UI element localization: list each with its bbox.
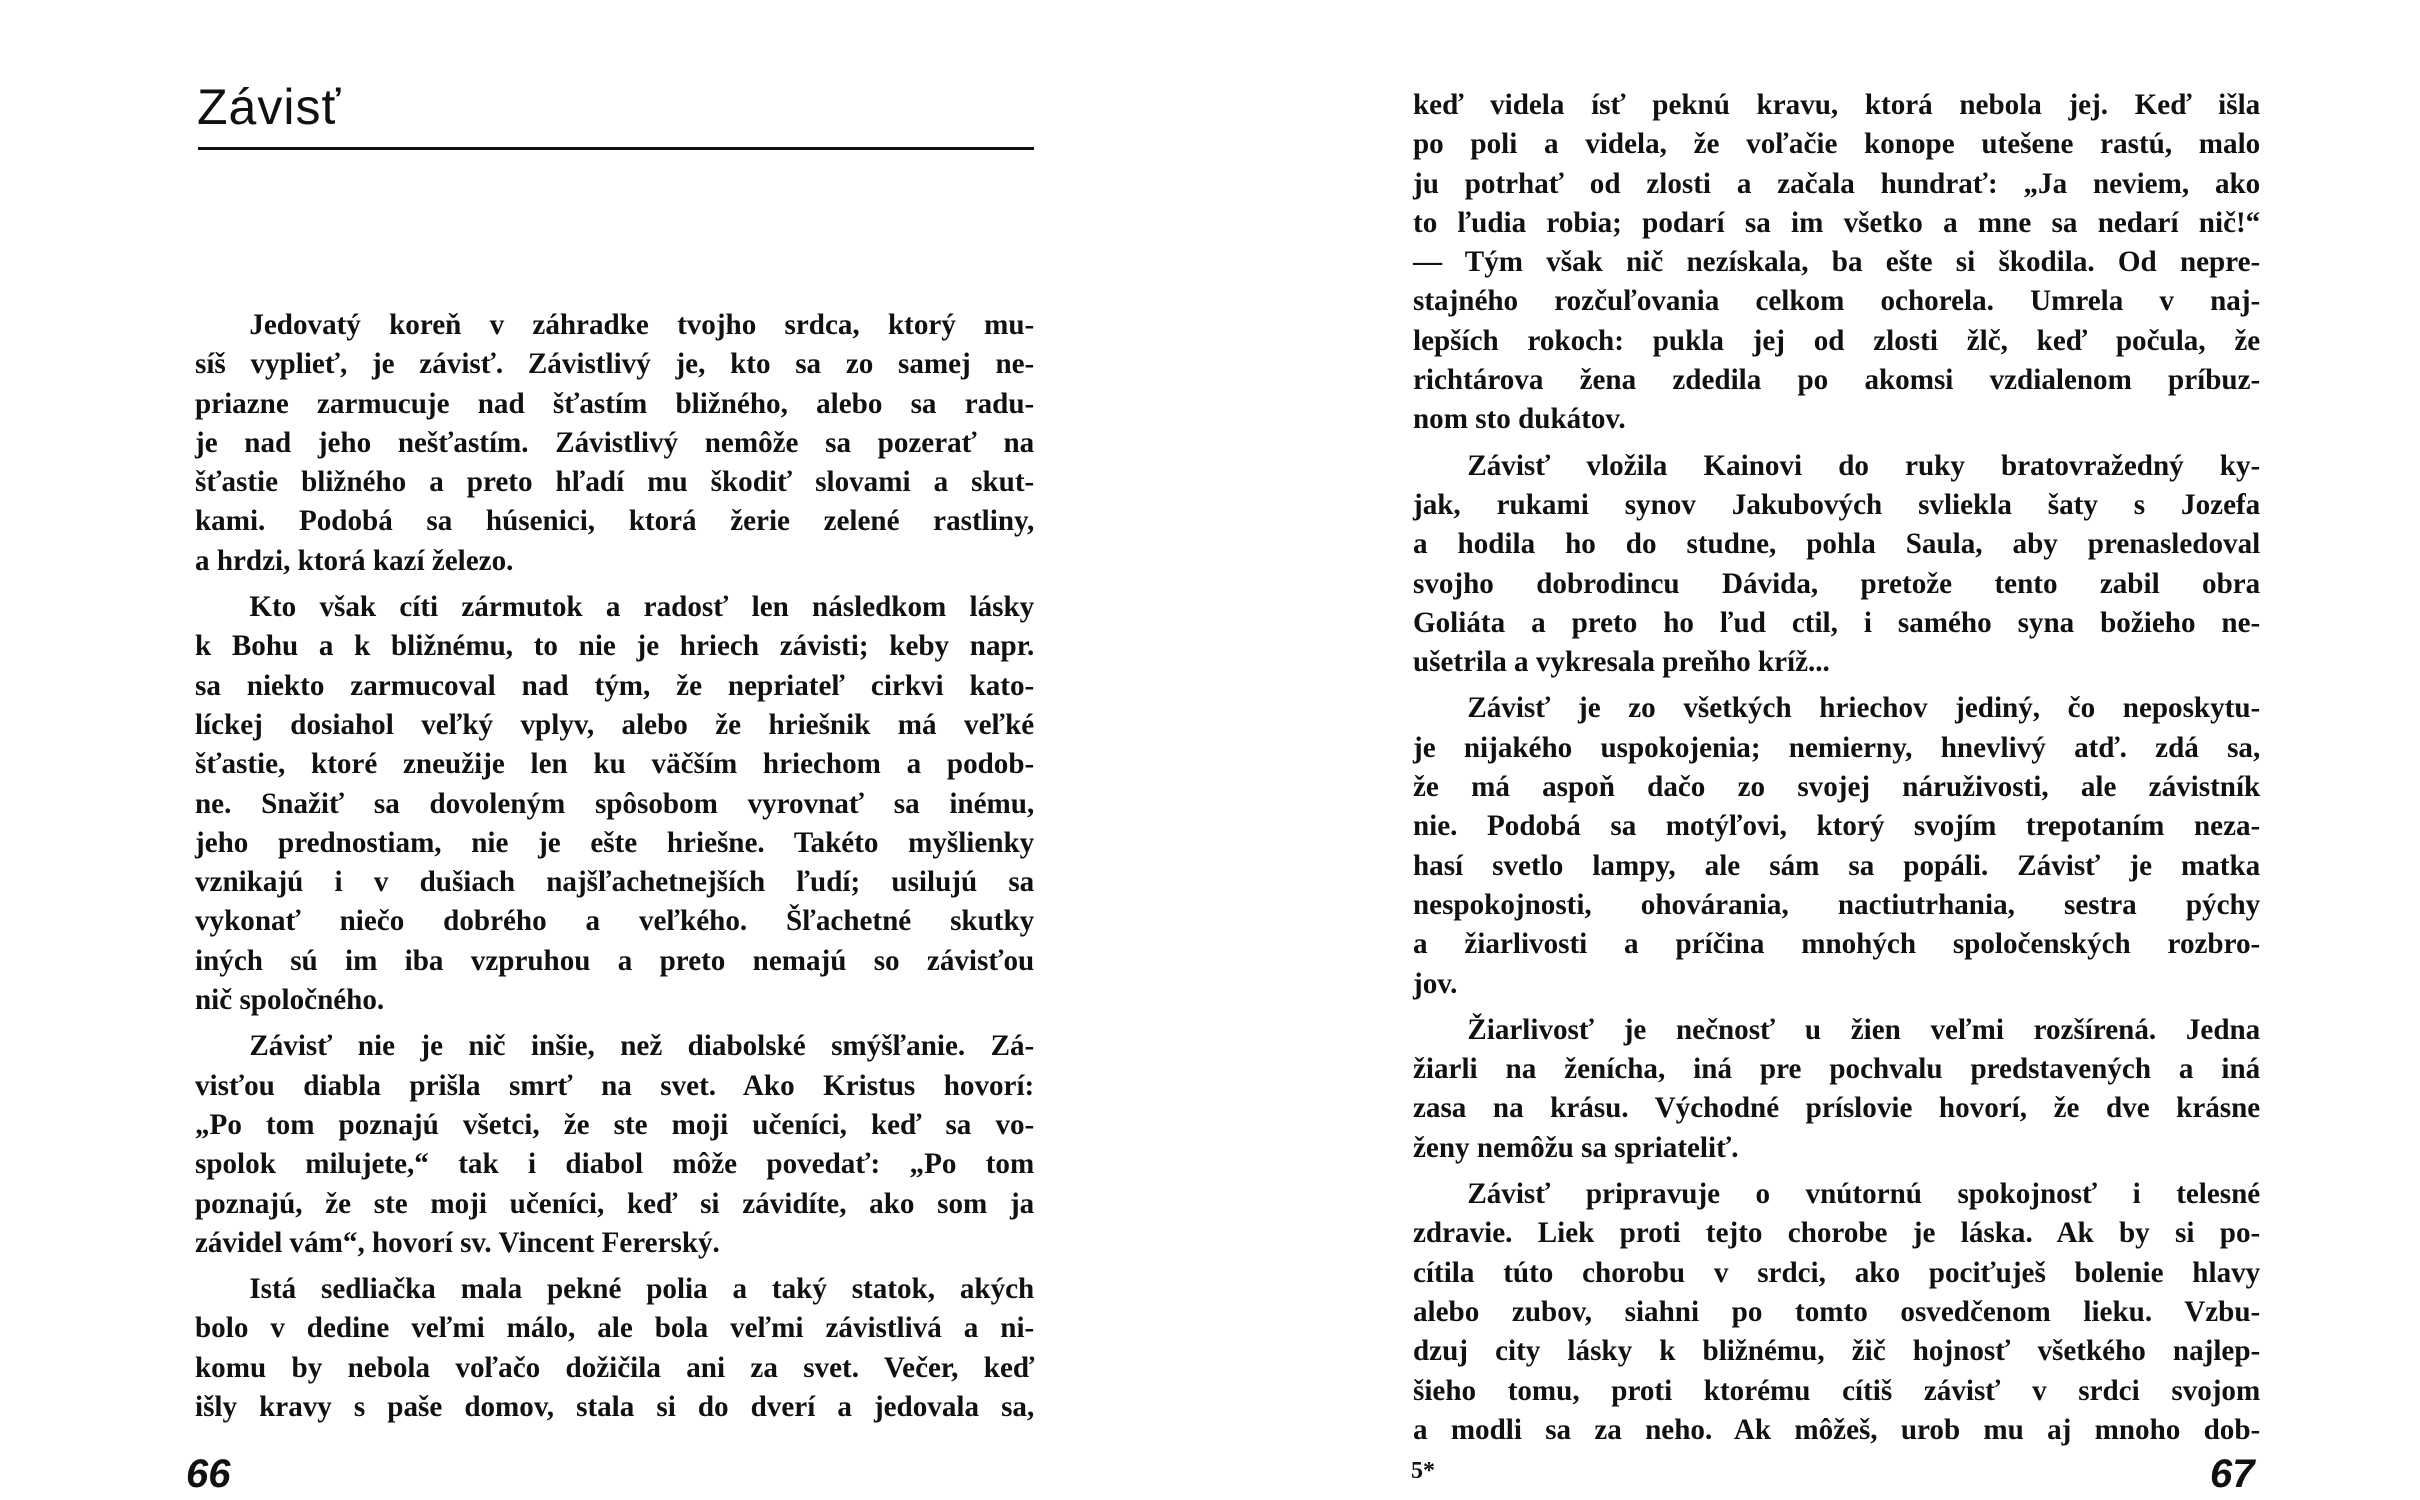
text-line: kami. Podobá sa húsenici, ktorá žerie zelené rastliny,: [195, 504, 1035, 538]
text-line: nespokojnosti, ohovárania, nactiutrhania, sestra pýchy: [1413, 887, 2261, 921]
left-page-body: [195, 305, 1035, 1433]
text-line: bolo v dedine veľmi málo, ale bola veľmi závistlivá a ni-: [195, 1311, 1035, 1345]
text-line: jak, rukami synov Jakubových svliekla šaty s Jozefa: [1413, 487, 2261, 521]
text-line: Kto však cíti zármutok a radosť len následkom lásky: [249, 590, 1035, 624]
text-line: je nijakého uspokojenia; nemierny, hnevlivý atď. zdá sa,: [1413, 730, 2261, 764]
paragraph: [1413, 1010, 2261, 1167]
text-line: — Tým však nič nezískala, ba ešte si škodila. Od nepre-: [1413, 245, 2261, 279]
text-line: k Bohu a k bližnému, to nie je hriech závisti; keby napr.: [195, 629, 1035, 663]
text-line: „Po tom poznajú všetci, že ste moji učeníci, keď sa vo-: [195, 1107, 1035, 1141]
text-line: stajného rozčuľovania celkom ochorela. Umrela v naj-: [1413, 284, 2261, 318]
text-line: poznajú, že ste moji učeníci, keď si závidíte, ako som ja: [195, 1186, 1035, 1220]
text-line: líckej dosiahol veľký vplyv, alebo že hriešnik má veľké: [195, 707, 1035, 741]
text-line: Závisť nie je nič inšie, než diabolské smýšľanie. Zá-: [249, 1029, 1035, 1063]
paragraph: [1413, 1174, 2261, 1449]
text-line: šťastie bližného a preto hľadí mu škodiť slovami a skut-: [195, 465, 1035, 499]
paragraph: [195, 305, 1035, 580]
text-line: a hodila ho do studne, pohla Saula, aby prenasledoval: [1413, 527, 2261, 561]
text-line: ušetrila a vykresala preňho kríž...: [1413, 645, 1830, 679]
paragraph: [1413, 85, 2261, 439]
signature-mark: 5*: [1411, 1458, 1435, 1484]
text-line: Goliáta a preto ho ľud ctil, i samého syna božieho ne-: [1413, 605, 2261, 639]
text-line: nič spoločného.: [195, 983, 385, 1017]
text-line: šieho tomu, proti ktorému cítiš závisť v srdci svojom: [1413, 1373, 2261, 1407]
paragraph: [1413, 446, 2261, 682]
paragraph: [1413, 688, 2261, 1002]
text-line: išly kravy s paše domov, stala si do dverí a jedovala sa,: [195, 1390, 1035, 1424]
chapter-title: Závisť: [197, 79, 342, 135]
text-line: richtárova žena zdedila po akomsi vzdialenom príbuz-: [1413, 363, 2261, 397]
text-line: žiarli na ženícha, iná pre pochvalu predstavených a iná: [1413, 1052, 2261, 1086]
text-line: cítila túto chorobu v srdci, ako pociťuješ bolenie hlavy: [1413, 1255, 2261, 1289]
page-number-left: 66: [186, 1452, 231, 1496]
text-line: závidel vám“, hovorí sv. Vincent Fererský.: [195, 1225, 720, 1259]
text-line: jeho prednostiam, nie je ešte hriešne. Takéto myšlienky: [195, 825, 1035, 859]
text-line: a hrdzi, ktorá kazí železo.: [195, 543, 514, 577]
text-line: to ľudia robia; podarí sa im všetko a mne sa nedarí nič!“: [1413, 205, 2261, 239]
text-line: keď videla ísť peknú kravu, ktorá nebola jej. Keď išla: [1413, 88, 2261, 121]
text-line: a modli sa za neho. Ak môžeš, urob mu aj mnoho dob-: [1413, 1412, 2261, 1446]
text-line: Závisť vložila Kainovi do ruky bratovražedný ky-: [1467, 448, 2261, 482]
text-line: síš vyplieť, je závisť. Závistlivý je, kto sa zo samej ne-: [195, 347, 1035, 381]
text-line: zasa na krásu. Východné príslovie hovorí, že dve krásne: [1413, 1091, 2261, 1125]
text-line: hasí svetlo lampy, ale sám sa popáli. Závisť je matka: [1413, 848, 2261, 882]
text-line: alebo zubov, siahni po tomto osvedčenom lieku. Vzbu-: [1413, 1294, 2261, 1328]
text-line: dzuj city lásky k bližnému, žič hojnosť všetkého najlep-: [1413, 1334, 2261, 1368]
text-line: jov.: [1413, 966, 1458, 1000]
text-line: visťou diabla prišla smrť na svet. Ako Kristus hovorí:: [195, 1068, 1035, 1102]
text-line: Žiarlivosť je nečnosť u žien veľmi rozšírená. Jedna: [1467, 1012, 2261, 1046]
text-line: ženy nemôžu sa spriateliť.: [1413, 1130, 1739, 1164]
paragraph: [195, 1026, 1035, 1262]
text-line: ju potrhať od zlosti a začala hundrať: „Ja neviem, ako: [1413, 166, 2261, 200]
paragraph: [195, 1269, 1035, 1426]
paragraph: [195, 587, 1035, 1019]
text-line: ne. Snažiť sa dovoleným spôsobom vyrovnať sa inému,: [195, 786, 1035, 820]
text-line: je nad jeho nešťastím. Závistlivý nemôže sa pozerať na: [195, 425, 1035, 459]
text-line: po poli a videla, že voľačie konope utešene rastú, malo: [1413, 127, 2261, 161]
text-line: priazne zarmucuje nad šťastím bližného, alebo sa radu-: [195, 386, 1035, 420]
title-underline: [198, 147, 1034, 150]
text-line: zdravie. Liek proti tejto chorobe je láska. Ak by si po-: [1413, 1216, 2261, 1250]
text-line: iných sú im iba vzpruhou a preto nemajú so závisťou: [195, 943, 1035, 977]
text-line: Istá sedliačka mala pekné polia a taký statok, akých: [249, 1272, 1035, 1306]
text-line: nom sto dukátov.: [1413, 402, 1626, 436]
text-line: spolok milujete,“ tak i diabol môže povedať: „Po tom: [195, 1147, 1035, 1181]
text-line: že má aspoň dačo zo svojej náruživosti, ale závistník: [1413, 770, 2261, 804]
text-line: lepších rokoch: pukla jej od zlosti žlč, keď počula, že: [1413, 323, 2261, 357]
text-line: svojho dobrodincu Dávida, pretože tento zabil obra: [1413, 566, 2261, 600]
right-page-body: [1413, 85, 2261, 1456]
page-number-right: 67: [2210, 1452, 2255, 1496]
text-line: vznikajú i v dušiach najšľachetnejších ľudí; usilujú sa: [195, 865, 1035, 899]
text-line: vykonať niečo dobrého a veľkého. Šľachetné skutky: [195, 904, 1035, 938]
text-line: Závisť pripravuje o vnútornú spokojnosť i telesné: [1467, 1177, 2261, 1211]
text-line: sa niekto zarmucoval nad tým, že nepriateľ cirkvi kato-: [195, 668, 1035, 702]
text-line: Jedovatý koreň v záhradke tvojho srdca, ktorý mu-: [249, 308, 1035, 341]
text-line: nie. Podobá sa motýľovi, ktorý svojím trepotaním neza-: [1413, 809, 2261, 843]
text-line: a žiarlivosti a príčina mnohých spoločenských rozbro-: [1413, 927, 2261, 961]
text-line: komu by nebola voľačo dožičila ani za svet. Večer, keď: [195, 1350, 1035, 1384]
text-line: Závisť je zo všetkých hriechov jediný, čo neposkytu-: [1467, 691, 2261, 725]
text-line: šťastie, ktoré zneužije len ku väčším hriechom a podob-: [195, 747, 1035, 781]
